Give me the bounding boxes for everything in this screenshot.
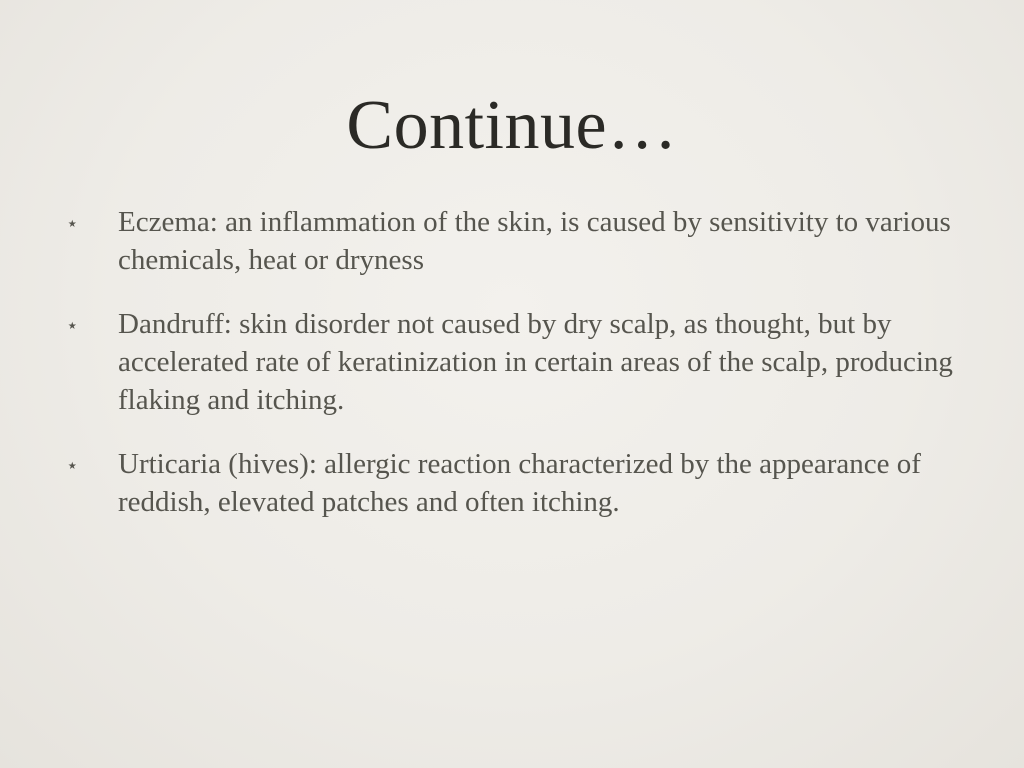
- star-icon: ⋆: [66, 453, 79, 477]
- star-icon: ⋆: [66, 313, 79, 337]
- bullet-item-dandruff: [66, 305, 966, 419]
- bullet-item-urticaria: [66, 445, 966, 521]
- star-icon: ⋆: [66, 211, 79, 235]
- bullet-text: Dandruff: skin disorder not caused by dry scalp, as thought, but by accelerated rate of keratinization in certain areas of the scalp, producing flaking and itching.: [118, 308, 953, 416]
- slide-title: Continue…: [346, 87, 678, 164]
- bullet-text: Urticaria (hives): allergic reaction characterized by the appearance of reddish, elevated patches and often itching.: [118, 448, 921, 518]
- bullet-list: [66, 203, 966, 547]
- bullet-item-eczema: [66, 203, 966, 279]
- bullet-text: Eczema: an inflammation of the skin, is caused by sensitivity to various chemicals, heat or dryness: [118, 206, 951, 276]
